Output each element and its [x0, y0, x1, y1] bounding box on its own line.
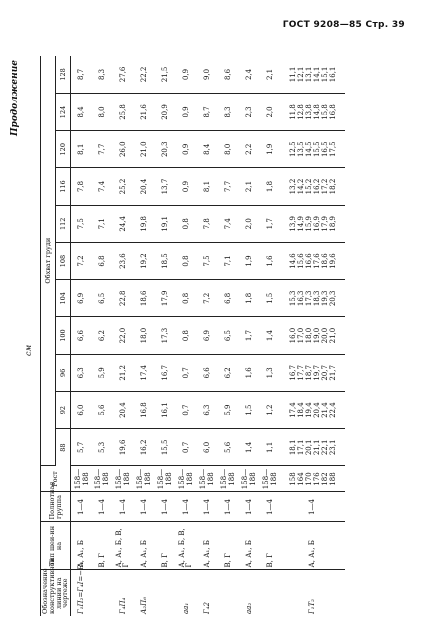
cell-line: 17,3	[304, 290, 313, 307]
cell-value: 6,6	[197, 354, 218, 391]
cell-type: В, Г	[218, 522, 239, 570]
cell-value	[281, 391, 345, 428]
cell-designation: аа₁	[181, 602, 190, 614]
cell-value: 5,9	[92, 354, 113, 391]
cell-value: 2,1	[239, 168, 260, 205]
cell-height	[71, 466, 92, 492]
cell-value: 16,1	[155, 391, 176, 428]
cell-line: 22,4	[328, 402, 337, 418]
rotated-table-wrapper	[12, 56, 404, 616]
header-size: 100	[56, 317, 71, 354]
cell-line: 158—	[178, 468, 187, 490]
cell-height	[218, 466, 239, 492]
cell-value: 27,6	[113, 56, 134, 93]
cell-value: 1,6	[239, 354, 260, 391]
cell-line: 18,4	[296, 402, 305, 418]
cell-designation: Г₁П₂=Г₄I=−R₂	[76, 561, 85, 614]
cell-value: 18,5	[155, 242, 176, 279]
cell-value: 18,0	[134, 317, 155, 354]
rotated-content	[12, 56, 404, 616]
cell-value: 7,8	[197, 205, 218, 242]
cell-value: 7,4	[92, 168, 113, 205]
cell-value: 1,6	[260, 242, 281, 279]
cell-line: 16,1	[328, 66, 337, 83]
cell-type: А, А₁, Б, В, Г	[176, 522, 197, 570]
cell-value: 20,4	[113, 391, 134, 428]
cell-value: 1,4	[260, 317, 281, 354]
cell-line: 158	[288, 472, 297, 486]
cell-line: 14,9	[296, 215, 305, 232]
cell-line: 16,7	[288, 365, 297, 381]
cell-value: 8,3	[218, 93, 239, 130]
cell-line: 188	[228, 472, 237, 486]
cell-value: 8,4	[71, 93, 92, 130]
cell-value: 1,5	[239, 391, 260, 428]
cell-value: 15,5	[155, 429, 176, 466]
cell-type: А, А₁, Б	[239, 522, 260, 570]
cell-line: 15,5	[312, 141, 321, 158]
cell-value: 0,7	[176, 354, 197, 391]
cell-line: 15,8	[320, 104, 329, 120]
cell-line: 13,1	[304, 66, 313, 83]
cell-height	[260, 466, 281, 492]
size-table	[40, 56, 345, 616]
cell-line: 12,1	[296, 66, 305, 83]
cell-value: 0,9	[176, 93, 197, 130]
cell-value: 5,6	[92, 391, 113, 428]
cell-line: 21,7	[328, 365, 337, 381]
header-size: 116	[56, 168, 71, 205]
header-size: 96	[56, 354, 71, 391]
cell-line: 17,1	[296, 439, 305, 456]
cell-line: 15,3	[288, 290, 297, 307]
cell-value: 19,6	[113, 429, 134, 466]
cell-line: 18,7	[304, 365, 313, 381]
cell-height	[92, 466, 113, 492]
cell-line: 17,6	[312, 253, 321, 269]
cell-value: 1,9	[239, 242, 260, 279]
cell-value: 7,1	[92, 205, 113, 242]
cell-value: 2,2	[239, 131, 260, 168]
cell-line: 13,5	[296, 141, 305, 158]
cell-value: 6,3	[197, 391, 218, 428]
table-row	[113, 56, 134, 616]
cell-value: 0,7	[176, 429, 197, 466]
cell-line: 170	[304, 472, 313, 486]
cell-height	[281, 466, 345, 492]
header-type: Тип шеи-ин на	[41, 522, 71, 570]
cell-designation	[92, 570, 113, 616]
cell-line: 18,2	[328, 178, 337, 195]
cell-value: 6,8	[218, 280, 239, 317]
cell-value: 17,3	[155, 317, 176, 354]
cell-line: 19,6	[328, 253, 337, 269]
cell-value: 6,9	[71, 280, 92, 317]
cell-value: 16,7	[155, 354, 176, 391]
cell-line: 15,6	[296, 253, 305, 269]
cell-line: 17,4	[288, 402, 297, 418]
cell-value: 6,0	[197, 429, 218, 466]
header-size: 120	[56, 131, 71, 168]
cell-value: 8,3	[92, 56, 113, 93]
cell-line: 15,9	[304, 215, 313, 232]
header-designation: Обозначение конструктивной линии на чертеже	[41, 558, 70, 614]
cell-value: 7,2	[71, 242, 92, 279]
cell-line: 188	[328, 472, 337, 486]
cell-value: 18,6	[134, 280, 155, 317]
cell-value: 6,0	[71, 391, 92, 428]
cell-value: 8,1	[197, 168, 218, 205]
cell-value: 13,7	[155, 168, 176, 205]
cell-line: 13,9	[288, 215, 297, 232]
cell-line: 22,1	[320, 439, 329, 456]
cell-line: 17,0	[296, 327, 305, 344]
cell-line: 188	[81, 472, 90, 486]
cell-value: 0,9	[176, 168, 197, 205]
cell-value	[281, 131, 345, 168]
cell-value: 1,7	[260, 205, 281, 242]
cell-type: А, А₁, Б	[134, 522, 155, 570]
cell-line: 14,6	[288, 253, 297, 269]
cell-height	[239, 466, 260, 492]
cell-line: 14,1	[312, 66, 321, 83]
cell-value: 8,1	[71, 131, 92, 168]
cell-value: 8,0	[92, 93, 113, 130]
cell-value: 7,8	[71, 168, 92, 205]
cell-value: 22,8	[113, 280, 134, 317]
cell-line: 16,6	[304, 253, 313, 269]
cell-value: 0,7	[176, 391, 197, 428]
cell-line: 16,9	[312, 215, 321, 232]
cell-value: 0,8	[176, 317, 197, 354]
cell-value: 7,4	[218, 205, 239, 242]
cell-value: 19,1	[155, 205, 176, 242]
cell-line: 15,2	[304, 178, 313, 195]
cell-line: 19,4	[304, 402, 313, 418]
cell-value: 6,8	[92, 242, 113, 279]
cell-value: 5,6	[218, 429, 239, 466]
cell-value: 5,3	[92, 429, 113, 466]
cell-value: 5,9	[218, 391, 239, 428]
cell-value: 25,2	[113, 168, 134, 205]
cell-growth-group: 1—4	[71, 492, 92, 522]
cell-value: 1,9	[260, 131, 281, 168]
cell-value: 6,9	[197, 317, 218, 354]
cell-value: 8,0	[218, 131, 239, 168]
cell-value: 0,8	[176, 205, 197, 242]
cell-line: 18,1	[288, 439, 297, 456]
cell-value: 24,4	[113, 205, 134, 242]
cell-value: 17,4	[134, 354, 155, 391]
cell-line: 12,5	[288, 141, 297, 158]
cell-line: 188	[144, 472, 153, 486]
cell-value: 8,7	[197, 93, 218, 130]
cell-value: 0,8	[176, 280, 197, 317]
cell-line: 164	[296, 472, 305, 486]
cell-line: 158—	[94, 468, 103, 490]
cell-type: В, Г	[92, 522, 113, 570]
cell-line: 158—	[241, 468, 250, 490]
cell-value	[281, 56, 345, 93]
cell-line: 188	[186, 472, 195, 486]
cell-growth-group: 1—4	[92, 492, 113, 522]
cell-line: 20,7	[320, 365, 329, 381]
cell-line: 188	[123, 472, 132, 486]
cell-line: 158—	[136, 468, 145, 490]
cell-value: 8,7	[71, 56, 92, 93]
cell-line: 23,1	[328, 439, 337, 456]
cell-line: 15,1	[320, 66, 329, 83]
cell-line: 20,1	[304, 439, 313, 456]
cell-value: 1,2	[260, 391, 281, 428]
cell-growth-group: 1—4	[176, 492, 197, 522]
cell-line: 158—	[199, 468, 208, 490]
cell-designation: Г₄2	[202, 602, 211, 614]
cell-line: 21,1	[312, 439, 321, 456]
cell-line: 18,0	[304, 327, 313, 344]
cell-height	[197, 466, 218, 492]
cell-growth-group: 1—4	[260, 492, 281, 522]
cell-line: 16,5	[320, 141, 329, 158]
header-size: 112	[56, 205, 71, 242]
cell-line: 16,2	[312, 178, 321, 195]
cell-designation	[260, 570, 281, 616]
cell-value: 23,6	[113, 242, 134, 279]
cell-growth-group: 1—4	[281, 492, 345, 522]
cell-value: 16,2	[134, 429, 155, 466]
cell-value: 1,4	[239, 429, 260, 466]
cell-value: 6,2	[92, 317, 113, 354]
cell-line: 16,0	[288, 327, 297, 344]
cell-value: 22,0	[113, 317, 134, 354]
cell-value: 21,6	[134, 93, 155, 130]
cell-line: 20,3	[328, 290, 337, 307]
cell-value: 22,2	[134, 56, 155, 93]
cell-value: 21,5	[155, 56, 176, 93]
cell-value: 25,8	[113, 93, 134, 130]
cell-value: 17,9	[155, 280, 176, 317]
page-header: ГОСТ 9208—85 Стр. 39	[282, 20, 405, 30]
header-size: 124	[56, 93, 71, 130]
cell-line: 14,2	[296, 178, 305, 195]
cell-value: 0,8	[176, 242, 197, 279]
cell-line: 13,2	[288, 178, 297, 195]
header-height: Рост	[41, 466, 71, 492]
cell-value	[281, 168, 345, 205]
cell-value	[281, 354, 345, 391]
cell-type: А, А₁, Б	[281, 522, 345, 570]
cell-line: 17,7	[296, 365, 305, 381]
cell-line: 18,3	[312, 290, 321, 307]
cell-value: 6,3	[71, 354, 92, 391]
cell-value: 2,0	[260, 93, 281, 130]
cell-line: 20,0	[320, 327, 329, 344]
header-size: 128	[56, 56, 71, 93]
cell-value: 5,7	[71, 429, 92, 466]
cell-line: 18,6	[320, 253, 329, 269]
cell-growth-group: 1—4	[239, 492, 260, 522]
cell-line: 158—	[115, 468, 124, 490]
cell-designation: Г₄П₄	[118, 597, 127, 614]
cell-line: 18,9	[328, 215, 337, 232]
table-row	[197, 56, 218, 616]
cell-line: 20,4	[312, 402, 321, 418]
cell-value: 20,3	[155, 131, 176, 168]
table-row	[134, 56, 155, 616]
cell-growth-group: 1—4	[218, 492, 239, 522]
cell-value: 2,1	[260, 56, 281, 93]
cell-value: 21,0	[134, 131, 155, 168]
cell-designation	[155, 570, 176, 616]
cell-line: 19,3	[320, 290, 329, 307]
cell-value: 16,8	[134, 391, 155, 428]
cell-line: 158—	[262, 468, 271, 490]
cell-height	[134, 466, 155, 492]
cell-value	[281, 205, 345, 242]
cell-height	[176, 466, 197, 492]
cell-line: 19,0	[312, 327, 321, 344]
cell-value	[281, 242, 345, 279]
header-chest-group: Обхват груди	[41, 56, 56, 466]
cell-value: 26,0	[113, 131, 134, 168]
table-row	[71, 56, 92, 616]
unit-label: см	[24, 344, 33, 356]
cell-line: 16,3	[296, 290, 305, 307]
cell-line: 182	[320, 472, 329, 486]
cell-line: 14,5	[304, 141, 313, 158]
cell-growth-group: 1—4	[134, 492, 155, 522]
cell-value: 7,7	[218, 168, 239, 205]
cell-value	[281, 317, 345, 354]
cell-line: 11,1	[288, 66, 297, 83]
cell-value: 1,7	[239, 317, 260, 354]
cell-line: 17,5	[328, 141, 337, 158]
table-row	[239, 56, 260, 616]
cell-value: 1,3	[260, 354, 281, 391]
cell-line: 19,7	[312, 365, 321, 381]
cell-value: 1,1	[260, 429, 281, 466]
cell-value: 7,2	[197, 280, 218, 317]
cell-growth-group: 1—4	[113, 492, 134, 522]
table-row	[92, 56, 113, 616]
cell-line: 17,9	[320, 215, 329, 232]
cell-type: А, А₁, Б	[71, 522, 92, 570]
cell-growth-group: 1—4	[155, 492, 176, 522]
cell-line: 11,8	[288, 104, 297, 120]
continued-label: Продолжение	[10, 60, 20, 136]
table-row	[155, 56, 176, 616]
cell-value: 6,2	[218, 354, 239, 391]
cell-designation: аа₂	[244, 602, 253, 614]
cell-value: 7,5	[71, 205, 92, 242]
cell-value: 8,4	[197, 131, 218, 168]
cell-value: 7,7	[92, 131, 113, 168]
cell-line: 14,8	[312, 104, 321, 120]
table-row	[218, 56, 239, 616]
cell-line: 12,8	[296, 104, 305, 120]
cell-line: 16,8	[328, 104, 337, 120]
cell-value	[281, 429, 345, 466]
cell-type: В, Г	[260, 522, 281, 570]
cell-value: 1,8	[239, 280, 260, 317]
cell-line: 188	[270, 472, 279, 486]
cell-line: 176	[312, 472, 321, 486]
cell-value	[281, 280, 345, 317]
cell-value: 7,1	[218, 242, 239, 279]
cell-value: 0,9	[176, 56, 197, 93]
header-size: 88	[56, 429, 71, 466]
cell-line: 13,8	[304, 104, 313, 120]
cell-growth-group: 1—4	[197, 492, 218, 522]
cell-line: 21,0	[328, 327, 337, 344]
cell-type: В, Г	[155, 522, 176, 570]
cell-height	[113, 466, 134, 492]
cell-line: 188	[249, 472, 258, 486]
cell-height	[155, 466, 176, 492]
cell-value: 21,2	[113, 354, 134, 391]
cell-designation: Г₁Т₂	[308, 599, 317, 614]
cell-line: 21,4	[320, 402, 329, 418]
cell-designation	[218, 570, 239, 616]
cell-value: 6,5	[92, 280, 113, 317]
table-row	[176, 56, 197, 616]
cell-value	[281, 93, 345, 130]
cell-line: 17,2	[320, 178, 329, 195]
cell-value: 9,0	[197, 56, 218, 93]
cell-type: А, А₁, Б, В, Г	[113, 522, 134, 570]
cell-value: 20,9	[155, 93, 176, 130]
cell-value: 20,4	[134, 168, 155, 205]
cell-line: 158—	[157, 468, 166, 490]
cell-value: 2,0	[239, 205, 260, 242]
cell-value: 1,8	[260, 168, 281, 205]
header-size: 104	[56, 280, 71, 317]
cell-type: А, А₁, Б	[197, 522, 218, 570]
cell-line: 158—	[73, 468, 82, 490]
cell-value: 6,6	[71, 317, 92, 354]
header-size: 92	[56, 391, 71, 428]
cell-value: 19,2	[134, 242, 155, 279]
table-row	[281, 56, 345, 616]
header-size: 108	[56, 242, 71, 279]
cell-designation: А₂П₆	[139, 596, 148, 614]
cell-value: 7,5	[197, 242, 218, 279]
cell-line: 188	[207, 472, 216, 486]
cell-line: 188	[102, 472, 111, 486]
header-growth-group: Полнотная группа	[41, 492, 71, 522]
cell-value: 1,5	[260, 280, 281, 317]
cell-value: 2,3	[239, 93, 260, 130]
cell-line: 158—	[220, 468, 229, 490]
cell-value: 0,9	[176, 131, 197, 168]
table-row	[260, 56, 281, 616]
cell-value: 2,4	[239, 56, 260, 93]
cell-value: 6,5	[218, 317, 239, 354]
cell-value: 8,6	[218, 56, 239, 93]
cell-value: 19,8	[134, 205, 155, 242]
cell-line: 188	[165, 472, 174, 486]
